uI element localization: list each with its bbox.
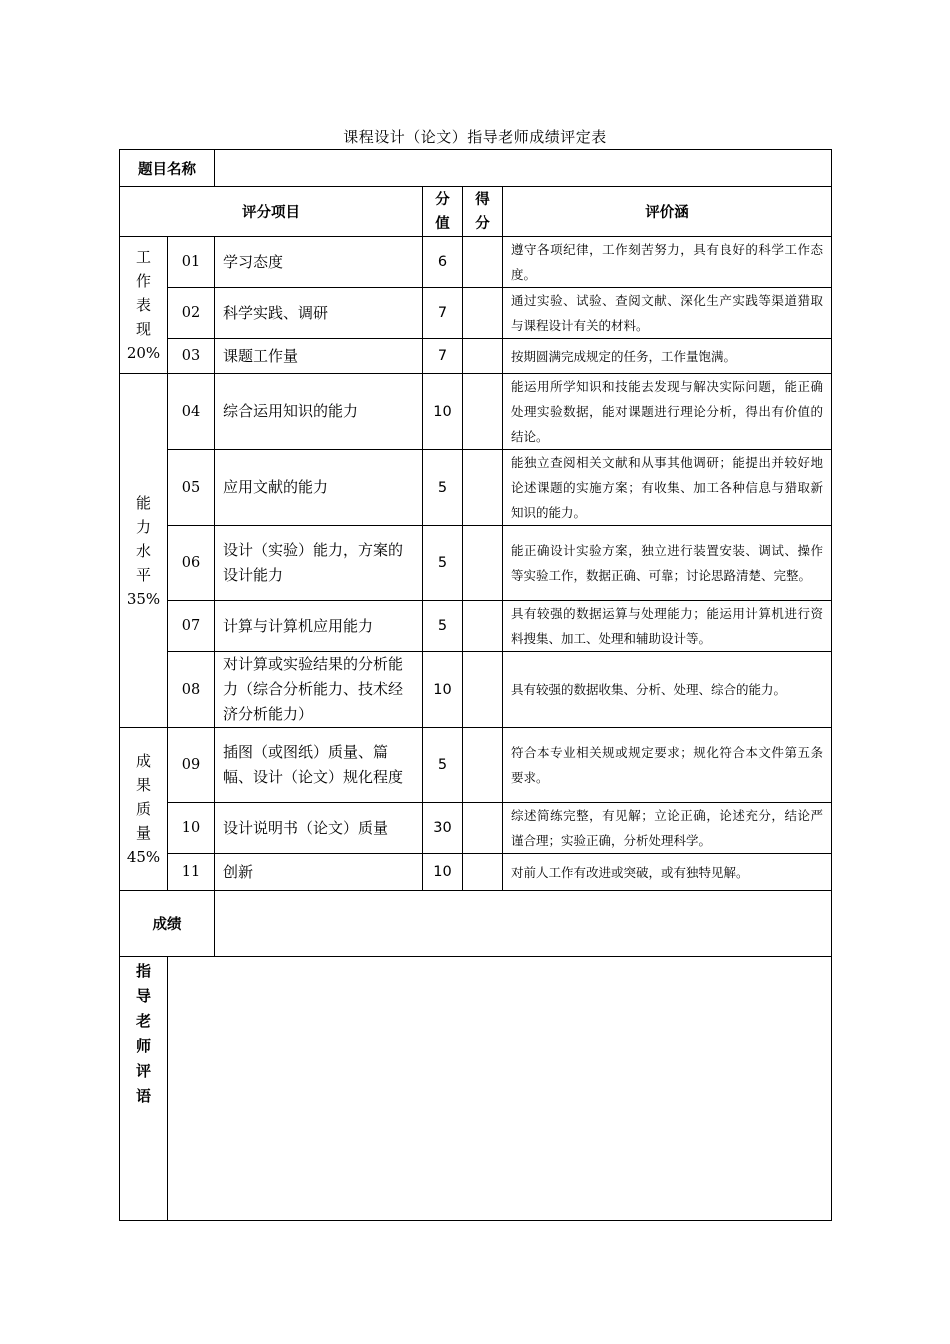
topic-row — [120, 150, 832, 187]
comment-label — [120, 957, 168, 1221]
row-points: 30 — [423, 803, 463, 854]
header-score-got — [463, 187, 503, 237]
category-weight: 45% — [126, 848, 161, 866]
header-score-value-text: 分 值 — [435, 191, 450, 232]
category-char: 表 — [135, 296, 151, 314]
row-item: 创新 — [215, 854, 423, 891]
table-row — [120, 237, 832, 288]
row-number: 10 — [168, 803, 215, 854]
row-points: 10 — [423, 652, 463, 728]
row-item: 设计说明书（论文）质量 — [215, 803, 423, 854]
header-rubric: 评价涵 — [503, 187, 832, 237]
row-item: 综合运用知识的能力 — [215, 374, 423, 450]
row-points: 5 — [423, 601, 463, 652]
document-title: 课程设计（论文）指导老师成绩评定表 — [343, 128, 607, 146]
grade-label: 成绩 — [120, 891, 215, 957]
row-rubric: 能正确设计实验方案，独立进行装置安装、调试、操作等实验工作，数据正确、可靠；讨论思路清楚、完整。 — [503, 526, 832, 601]
table-row — [120, 374, 832, 450]
row-rubric: 具有较强的数据运算与处理能力；能运用计算机进行资料搜集、加工、处理和辅助设计等。 — [503, 601, 832, 652]
header-row — [120, 187, 832, 237]
row-rubric: 符合本专业相关规或规定要求；规化符合本文件第五条要求。 — [503, 728, 832, 803]
row-points: 10 — [423, 854, 463, 891]
category-char: 工 — [135, 248, 151, 266]
header-score-got-text: 得 分 — [475, 191, 490, 232]
comment-row — [120, 957, 832, 1221]
category-char: 质 — [135, 800, 151, 818]
row-rubric: 通过实验、试验、查阅文献、深化生产实践等渠道猎取与课程设计有关的材料。 — [503, 288, 832, 339]
topic-label: 题目名称 — [120, 150, 215, 187]
grade-row — [120, 891, 832, 957]
row-rubric: 能独立查阅相关文献和从事其他调研；能提出并较好地论述课题的实施方案；有收集、加工各种信息与猎取新知识的能力。 — [503, 450, 832, 526]
category-result-quality — [120, 728, 168, 891]
table-row — [120, 854, 832, 891]
comment-label-char: 语 — [135, 1087, 151, 1105]
row-number: 01 — [168, 237, 215, 288]
header-item: 评分项目 — [120, 187, 423, 237]
category-char: 能 — [135, 493, 151, 512]
category-char: 果 — [135, 776, 151, 794]
category-char: 力 — [135, 517, 151, 536]
row-rubric: 综述简练完整，有见解；立论正确，论述充分，结论严谨合理；实验正确，分析处理科学。 — [503, 803, 832, 854]
comment-label-char: 师 — [135, 1037, 151, 1055]
category-char: 现 — [135, 320, 151, 338]
row-score-field[interactable] — [463, 339, 503, 374]
category-char: 作 — [135, 272, 151, 290]
row-number: 05 — [168, 450, 215, 526]
category-ability-level — [120, 374, 168, 728]
row-points: 10 — [423, 374, 463, 450]
category-char: 水 — [135, 541, 151, 560]
row-score-field[interactable] — [463, 526, 503, 601]
table-row — [120, 728, 832, 803]
category-work-performance — [120, 237, 168, 374]
row-score-field[interactable] — [463, 728, 503, 803]
row-number: 09 — [168, 728, 215, 803]
category-weight: 20% — [126, 344, 161, 362]
row-number: 11 — [168, 854, 215, 891]
row-points: 6 — [423, 237, 463, 288]
table-row — [120, 526, 832, 601]
table-row — [120, 601, 832, 652]
comment-label-char: 老 — [135, 1012, 151, 1030]
row-item: 学习态度 — [215, 237, 423, 288]
row-score-field[interactable] — [463, 450, 503, 526]
row-number: 06 — [168, 526, 215, 601]
row-rubric: 对前人工作有改进或突破，或有独特见解。 — [503, 854, 832, 891]
row-item: 科学实践、调研 — [215, 288, 423, 339]
row-number: 03 — [168, 339, 215, 374]
row-score-field[interactable] — [463, 288, 503, 339]
category-char: 成 — [135, 752, 151, 770]
row-number: 08 — [168, 652, 215, 728]
table-row — [120, 339, 832, 374]
comment-label-char: 指 — [135, 962, 151, 980]
row-rubric: 具有较强的数据收集、分析、处理、综合的能力。 — [503, 652, 832, 728]
row-rubric: 遵守各项纪律，工作刻苦努力，具有良好的科学工作态度。 — [503, 237, 832, 288]
row-item: 对计算或实验结果的分析能力（综合分析能力、技术经济分析能力） — [215, 652, 423, 728]
row-item: 计算与计算机应用能力 — [215, 601, 423, 652]
topic-field[interactable] — [215, 150, 832, 187]
category-char: 平 — [135, 565, 151, 584]
row-points: 7 — [423, 339, 463, 374]
row-number: 02 — [168, 288, 215, 339]
comment-field[interactable] — [168, 957, 832, 1221]
table-row — [120, 652, 832, 728]
category-weight: 35% — [126, 589, 161, 608]
row-rubric: 按期圆满完成规定的任务，工作量饱满。 — [503, 339, 832, 374]
comment-label-char: 导 — [135, 987, 151, 1005]
grade-field[interactable] — [215, 891, 832, 957]
row-score-field[interactable] — [463, 237, 503, 288]
row-number: 04 — [168, 374, 215, 450]
row-rubric: 能运用所学知识和技能去发现与解决实际问题，能正确处理实验数据，能对课题进行理论分析，得出有价值的结论。 — [503, 374, 832, 450]
row-points: 5 — [423, 526, 463, 601]
category-char: 量 — [135, 824, 151, 842]
evaluation-table — [119, 149, 832, 1221]
row-score-field[interactable] — [463, 854, 503, 891]
row-score-field[interactable] — [463, 601, 503, 652]
row-score-field[interactable] — [463, 652, 503, 728]
comment-label-char: 评 — [135, 1062, 151, 1080]
row-item: 设计（实验）能力，方案的设计能力 — [215, 526, 423, 601]
row-item: 插图（或图纸）质量、篇幅、设计（论文）规化程度 — [215, 728, 423, 803]
header-score-value — [423, 187, 463, 237]
row-points: 5 — [423, 450, 463, 526]
row-score-field[interactable] — [463, 374, 503, 450]
row-item: 应用文献的能力 — [215, 450, 423, 526]
table-row — [120, 803, 832, 854]
row-item: 课题工作量 — [215, 339, 423, 374]
row-points: 5 — [423, 728, 463, 803]
table-row — [120, 450, 832, 526]
row-number: 07 — [168, 601, 215, 652]
row-points: 7 — [423, 288, 463, 339]
row-score-field[interactable] — [463, 803, 503, 854]
table-row — [120, 288, 832, 339]
